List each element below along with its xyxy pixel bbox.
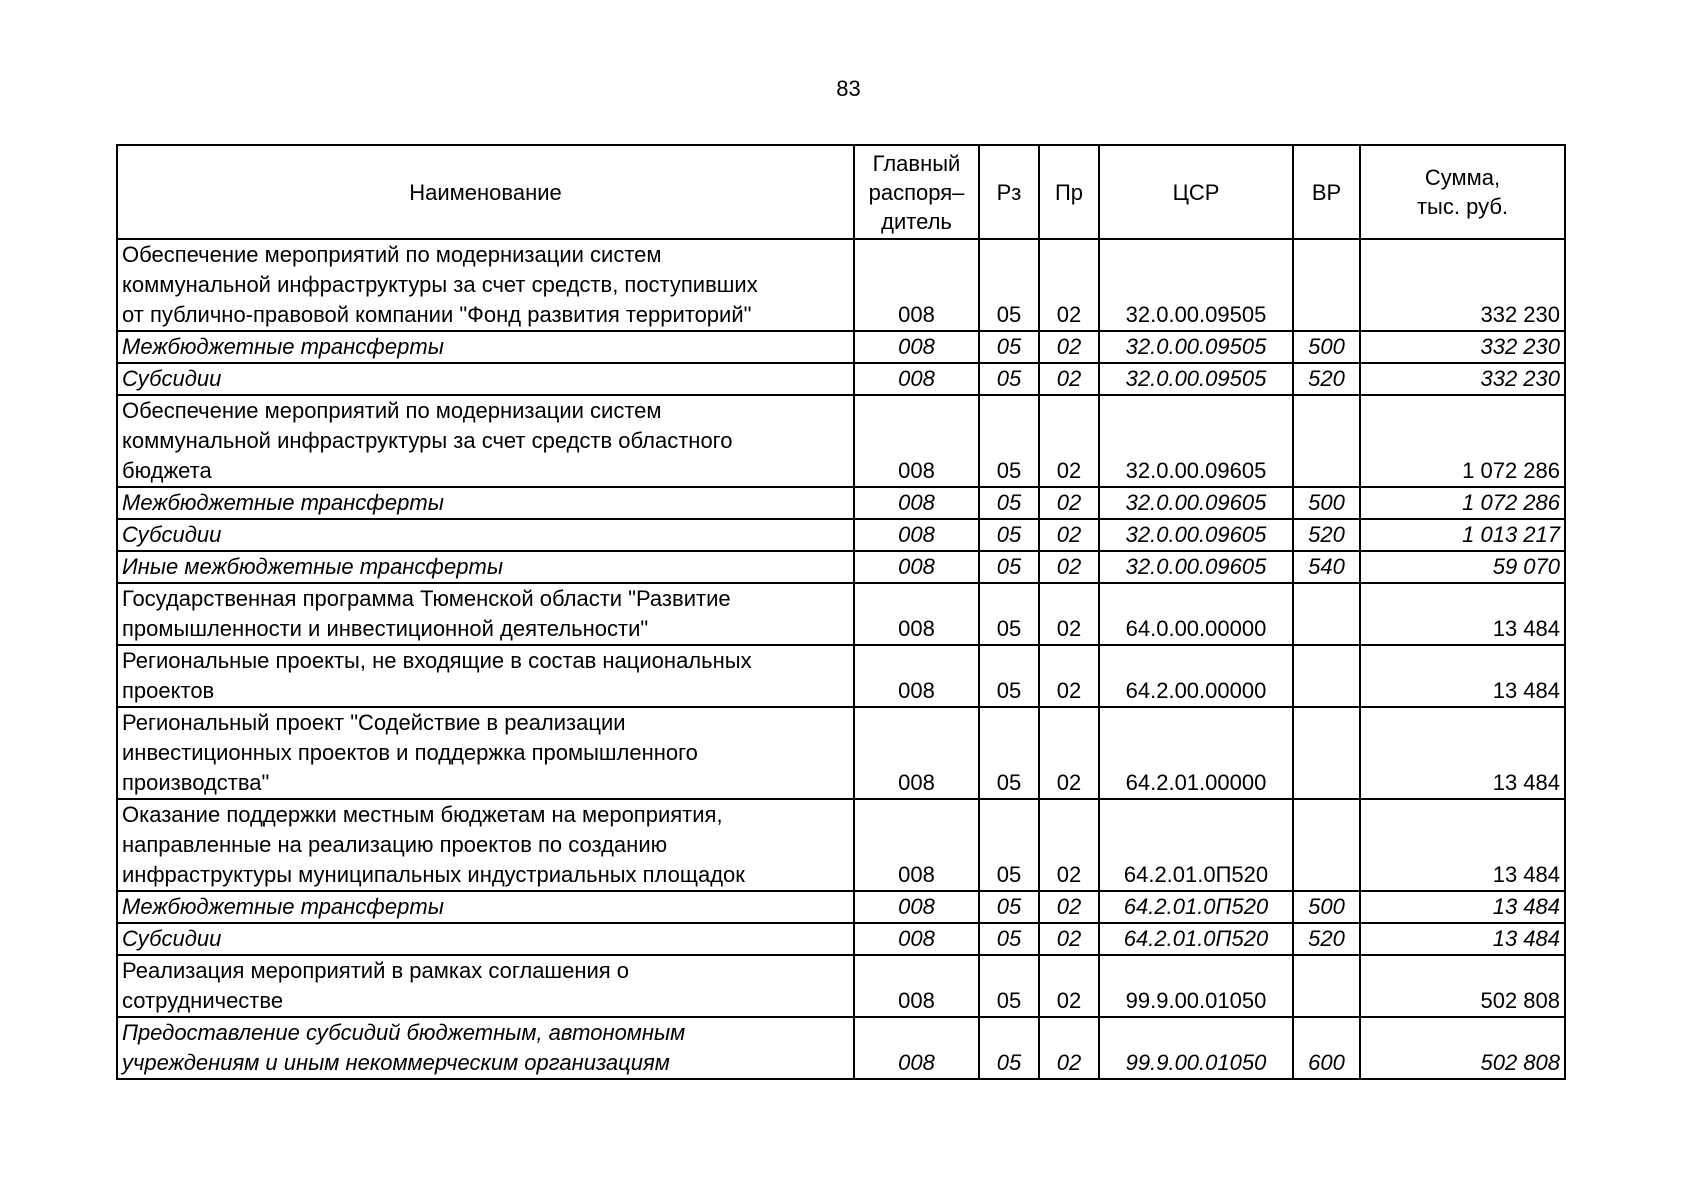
cell-name-line: промышленности и инвестиционной деятельности" xyxy=(122,616,649,641)
cell-name-line: Региональные проекты, не входящие в состав национальных xyxy=(122,648,752,673)
cell-sum: 1 072 286 xyxy=(1360,487,1565,519)
cell-glavny: 008 xyxy=(854,395,979,487)
header-glavny-line: распоря– xyxy=(868,179,965,205)
header-name: Наименование xyxy=(117,145,854,239)
table-row xyxy=(117,923,1565,955)
cell-vr: 500 xyxy=(1293,331,1360,363)
cell-name xyxy=(117,239,854,331)
cell-csr: 32.0.00.09605 xyxy=(1099,551,1293,583)
cell-vr: 520 xyxy=(1293,519,1360,551)
cell-name xyxy=(117,1017,854,1079)
cell-name-line: Межбюджетные трансферты xyxy=(122,894,444,919)
cell-name-line: Государственная программа Тюменской области "Развитие xyxy=(122,586,731,611)
header-sum-line: тыс. руб. xyxy=(1416,194,1509,219)
cell-vr: 500 xyxy=(1293,891,1360,923)
cell-glavny: 008 xyxy=(854,363,979,395)
cell-name-line: сотрудничестве xyxy=(122,988,284,1013)
cell-name xyxy=(117,707,854,799)
cell-pr: 02 xyxy=(1039,955,1099,1017)
cell-vr xyxy=(1293,955,1360,1017)
header-sum xyxy=(1360,145,1565,239)
cell-name-line: проектов xyxy=(122,678,215,703)
header-row xyxy=(117,145,1565,239)
cell-name-line: от публично-правовой компании "Фонд развития территорий" xyxy=(122,302,752,327)
cell-vr xyxy=(1293,799,1360,891)
cell-csr: 99.9.00.01050 xyxy=(1099,1017,1293,1079)
cell-glavny: 008 xyxy=(854,519,979,551)
cell-rz: 05 xyxy=(979,955,1039,1017)
cell-sum: 13 484 xyxy=(1360,583,1565,645)
cell-csr: 32.0.00.09605 xyxy=(1099,519,1293,551)
cell-name-line: Региональный проект "Содействие в реализации xyxy=(122,710,626,735)
cell-name-line: инфраструктуры муниципальных индустриальных площадок xyxy=(122,862,745,887)
table-row xyxy=(117,395,1565,487)
cell-pr: 02 xyxy=(1039,707,1099,799)
table-row xyxy=(117,645,1565,707)
cell-pr: 02 xyxy=(1039,363,1099,395)
header-sum-line: Сумма, xyxy=(1424,165,1501,190)
table-body xyxy=(117,239,1565,1079)
cell-name xyxy=(117,487,854,519)
cell-glavny: 008 xyxy=(854,645,979,707)
cell-name xyxy=(117,799,854,891)
cell-glavny: 008 xyxy=(854,799,979,891)
cell-name-line: производства" xyxy=(122,770,270,795)
cell-rz: 05 xyxy=(979,551,1039,583)
cell-rz: 05 xyxy=(979,395,1039,487)
cell-vr: 600 xyxy=(1293,1017,1360,1079)
cell-pr: 02 xyxy=(1039,1017,1099,1079)
cell-sum: 332 230 xyxy=(1360,239,1565,331)
cell-rz: 05 xyxy=(979,923,1039,955)
cell-sum: 332 230 xyxy=(1360,363,1565,395)
cell-glavny: 008 xyxy=(854,707,979,799)
cell-name-line: направленные на реализацию проектов по созданию xyxy=(122,832,668,857)
cell-sum: 502 808 xyxy=(1360,955,1565,1017)
cell-glavny: 008 xyxy=(854,551,979,583)
header-csr: ЦСР xyxy=(1099,145,1293,239)
cell-vr xyxy=(1293,645,1360,707)
cell-rz: 05 xyxy=(979,239,1039,331)
cell-sum: 13 484 xyxy=(1360,923,1565,955)
cell-rz: 05 xyxy=(979,799,1039,891)
cell-name xyxy=(117,395,854,487)
header-pr: Пр xyxy=(1039,145,1099,239)
cell-vr xyxy=(1293,707,1360,799)
cell-name xyxy=(117,645,854,707)
cell-vr: 500 xyxy=(1293,487,1360,519)
cell-name-line: Межбюджетные трансферты xyxy=(122,490,444,515)
cell-name xyxy=(117,551,854,583)
table-row xyxy=(117,331,1565,363)
cell-csr: 99.9.00.01050 xyxy=(1099,955,1293,1017)
header-vr: ВР xyxy=(1293,145,1360,239)
cell-name-line: Субсидии xyxy=(122,926,222,951)
cell-csr: 64.2.00.00000 xyxy=(1099,645,1293,707)
header-glavny-line: дитель xyxy=(881,208,952,234)
cell-csr: 64.2.01.0П520 xyxy=(1099,799,1293,891)
cell-rz: 05 xyxy=(979,363,1039,395)
cell-sum: 13 484 xyxy=(1360,645,1565,707)
table-row xyxy=(117,551,1565,583)
cell-name-line: коммунальной инфраструктуры за счет средств, поступивших xyxy=(122,272,758,297)
cell-sum: 1 013 217 xyxy=(1360,519,1565,551)
cell-glavny: 008 xyxy=(854,487,979,519)
cell-name-line: Субсидии xyxy=(122,522,222,547)
cell-rz: 05 xyxy=(979,645,1039,707)
cell-pr: 02 xyxy=(1039,331,1099,363)
cell-name xyxy=(117,331,854,363)
header-glavny-line: Главный xyxy=(872,150,961,176)
table-row xyxy=(117,583,1565,645)
cell-rz: 05 xyxy=(979,891,1039,923)
cell-csr: 32.0.00.09505 xyxy=(1099,363,1293,395)
cell-name-line: Реализация мероприятий в рамках соглашения о xyxy=(122,958,630,983)
cell-rz: 05 xyxy=(979,1017,1039,1079)
cell-csr: 32.0.00.09605 xyxy=(1099,395,1293,487)
cell-glavny: 008 xyxy=(854,331,979,363)
cell-name-line: Обеспечение мероприятий по модернизации систем xyxy=(122,398,662,423)
cell-vr: 520 xyxy=(1293,363,1360,395)
cell-name-line: Межбюджетные трансферты xyxy=(122,334,444,359)
cell-sum: 59 070 xyxy=(1360,551,1565,583)
cell-vr: 520 xyxy=(1293,923,1360,955)
cell-name-line: Оказание поддержки местным бюджетам на мероприятия, xyxy=(122,802,723,827)
cell-csr: 64.2.01.0П520 xyxy=(1099,923,1293,955)
cell-name-line: Предоставление субсидий бюджетным, автономным xyxy=(122,1020,686,1045)
cell-glavny: 008 xyxy=(854,1017,979,1079)
cell-pr: 02 xyxy=(1039,583,1099,645)
cell-csr: 64.0.00.00000 xyxy=(1099,583,1293,645)
cell-name xyxy=(117,519,854,551)
cell-glavny: 008 xyxy=(854,955,979,1017)
cell-rz: 05 xyxy=(979,487,1039,519)
header-rz: Рз xyxy=(979,145,1039,239)
cell-pr: 02 xyxy=(1039,239,1099,331)
cell-csr: 32.0.00.09505 xyxy=(1099,331,1293,363)
cell-pr: 02 xyxy=(1039,487,1099,519)
cell-pr: 02 xyxy=(1039,519,1099,551)
table-row xyxy=(117,799,1565,891)
cell-name-line: бюджета xyxy=(122,458,212,483)
cell-name-line: Субсидии xyxy=(122,366,222,391)
cell-vr xyxy=(1293,583,1360,645)
cell-csr: 64.2.01.00000 xyxy=(1099,707,1293,799)
cell-sum: 13 484 xyxy=(1360,799,1565,891)
cell-csr: 32.0.00.09605 xyxy=(1099,487,1293,519)
cell-sum: 13 484 xyxy=(1360,891,1565,923)
cell-csr: 32.0.00.09505 xyxy=(1099,239,1293,331)
cell-glavny: 008 xyxy=(854,923,979,955)
cell-vr xyxy=(1293,239,1360,331)
cell-name xyxy=(117,923,854,955)
table-row xyxy=(117,239,1565,331)
table-row xyxy=(117,707,1565,799)
cell-name xyxy=(117,583,854,645)
cell-rz: 05 xyxy=(979,707,1039,799)
cell-rz: 05 xyxy=(979,519,1039,551)
cell-name-line: учреждениям и иным некоммерческим организациям xyxy=(122,1050,670,1075)
cell-glavny: 008 xyxy=(854,891,979,923)
cell-name xyxy=(117,891,854,923)
cell-pr: 02 xyxy=(1039,395,1099,487)
cell-name-line: Обеспечение мероприятий по модернизации систем xyxy=(122,242,662,267)
cell-name xyxy=(117,363,854,395)
cell-pr: 02 xyxy=(1039,551,1099,583)
budget-table xyxy=(116,144,1566,1080)
table-row xyxy=(117,519,1565,551)
cell-pr: 02 xyxy=(1039,923,1099,955)
cell-pr: 02 xyxy=(1039,645,1099,707)
cell-name xyxy=(117,955,854,1017)
cell-sum: 13 484 xyxy=(1360,707,1565,799)
cell-rz: 05 xyxy=(979,583,1039,645)
table-row xyxy=(117,891,1565,923)
cell-vr: 540 xyxy=(1293,551,1360,583)
cell-csr: 64.2.01.0П520 xyxy=(1099,891,1293,923)
table-row xyxy=(117,487,1565,519)
cell-name-line: инвестиционных проектов и поддержка промышленного xyxy=(122,740,698,765)
cell-name-line: Иные межбюджетные трансферты xyxy=(122,554,504,579)
cell-glavny: 008 xyxy=(854,239,979,331)
cell-vr xyxy=(1293,395,1360,487)
table-row xyxy=(117,363,1565,395)
table-row xyxy=(117,955,1565,1017)
cell-pr: 02 xyxy=(1039,891,1099,923)
cell-name-line: коммунальной инфраструктуры за счет средств областного xyxy=(122,428,733,453)
cell-glavny: 008 xyxy=(854,583,979,645)
page-number: 83 xyxy=(836,76,861,101)
cell-pr: 02 xyxy=(1039,799,1099,891)
cell-sum: 502 808 xyxy=(1360,1017,1565,1079)
cell-rz: 05 xyxy=(979,331,1039,363)
table-row xyxy=(117,1017,1565,1079)
cell-sum: 332 230 xyxy=(1360,331,1565,363)
cell-sum: 1 072 286 xyxy=(1360,395,1565,487)
header-glavny xyxy=(854,145,979,239)
